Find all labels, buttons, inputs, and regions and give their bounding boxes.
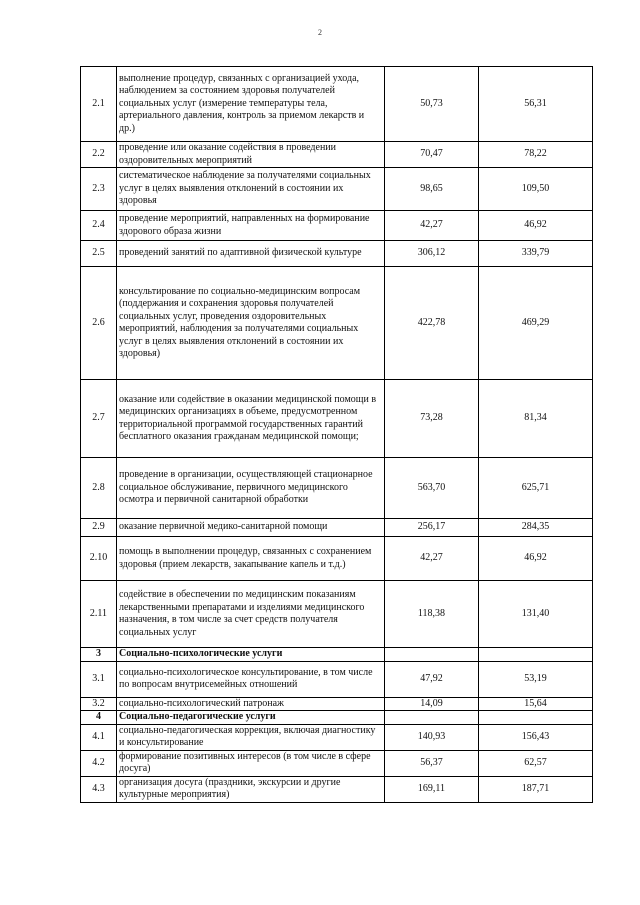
tariff-value-1 bbox=[385, 711, 479, 725]
row-number: 2.1 bbox=[81, 67, 117, 142]
row-number: 2.11 bbox=[81, 581, 117, 648]
tariff-value-2: 15,64 bbox=[479, 697, 593, 711]
service-description: помощь в выполнении процедур, связанных с сохранением здоровья (прием лекарств, закапывание капель и т.д.) bbox=[117, 537, 385, 581]
tariff-value-1: 47,92 bbox=[385, 661, 479, 697]
table-row bbox=[81, 267, 593, 380]
table-row bbox=[81, 380, 593, 458]
tariff-value-1: 140,93 bbox=[385, 724, 479, 750]
tariff-value-1: 56,37 bbox=[385, 750, 479, 776]
tariff-value-1: 98,65 bbox=[385, 168, 479, 211]
service-description: систематическое наблюдение за получателями социальных услуг в целях выявления отклонений в состоянии их здоровья bbox=[117, 168, 385, 211]
table-row bbox=[81, 776, 593, 802]
table-row bbox=[81, 519, 593, 537]
section-row bbox=[81, 711, 593, 725]
row-number: 2.4 bbox=[81, 211, 117, 241]
table-row bbox=[81, 142, 593, 168]
tariff-value-1 bbox=[385, 648, 479, 662]
service-description: социально-педагогическая коррекция, включая диагностику и консультирование bbox=[117, 724, 385, 750]
tariff-value-2: 81,34 bbox=[479, 380, 593, 458]
tariff-value-2: 109,50 bbox=[479, 168, 593, 211]
tariff-value-1: 42,27 bbox=[385, 211, 479, 241]
service-description: проведение или оказание содействия в проведении оздоровительных мероприятий bbox=[117, 142, 385, 168]
row-number: 3.2 bbox=[81, 697, 117, 711]
tariff-value-2: 339,79 bbox=[479, 241, 593, 267]
row-number: 2.6 bbox=[81, 267, 117, 380]
tariff-value-2 bbox=[479, 648, 593, 662]
section-row bbox=[81, 648, 593, 662]
table-row bbox=[81, 661, 593, 697]
tariff-value-2: 46,92 bbox=[479, 211, 593, 241]
tariff-value-1: 422,78 bbox=[385, 267, 479, 380]
row-number: 2.8 bbox=[81, 458, 117, 519]
service-description: консультирование по социально-медицинским вопросам (поддержания и сохранения здоровья получателей социальных услуг, проведения оздоровительных мероприятий, наблюдения за получателями социальных услуг в целях выявления отклонений в состоянии их здоровья) bbox=[117, 267, 385, 380]
tariff-value-1: 73,28 bbox=[385, 380, 479, 458]
row-number: 4 bbox=[81, 711, 117, 725]
section-title: Социально-педагогические услуги bbox=[117, 711, 385, 725]
tariff-value-2: 78,22 bbox=[479, 142, 593, 168]
tariff-value-2 bbox=[479, 711, 593, 725]
row-number: 2.5 bbox=[81, 241, 117, 267]
tariff-value-2: 56,31 bbox=[479, 67, 593, 142]
table-row bbox=[81, 241, 593, 267]
tariff-value-1: 50,73 bbox=[385, 67, 479, 142]
row-number: 2.9 bbox=[81, 519, 117, 537]
service-description: социально-психологическое консультирование, в том числе по вопросам внутрисемейных отношений bbox=[117, 661, 385, 697]
row-number: 2.10 bbox=[81, 537, 117, 581]
table-row bbox=[81, 458, 593, 519]
tariff-value-2: 156,43 bbox=[479, 724, 593, 750]
service-description: социально-психологический патронаж bbox=[117, 697, 385, 711]
tariff-value-1: 14,09 bbox=[385, 697, 479, 711]
service-description: формирование позитивных интересов (в том числе в сфере досуга) bbox=[117, 750, 385, 776]
service-description: проведение в организации, осуществляющей стационарное социальное обслуживание, первичного медицинского осмотра и первичной санитарной обработки bbox=[117, 458, 385, 519]
tariff-value-1: 70,47 bbox=[385, 142, 479, 168]
row-number: 4.3 bbox=[81, 776, 117, 802]
tariff-value-1: 563,70 bbox=[385, 458, 479, 519]
tariff-value-2: 469,29 bbox=[479, 267, 593, 380]
table-row bbox=[81, 168, 593, 211]
tariff-value-2: 625,71 bbox=[479, 458, 593, 519]
table-row bbox=[81, 581, 593, 648]
service-description: организация досуга (праздники, экскурсии и другие культурные мероприятия) bbox=[117, 776, 385, 802]
tariff-value-1: 256,17 bbox=[385, 519, 479, 537]
row-number: 2.2 bbox=[81, 142, 117, 168]
tariff-value-2: 53,19 bbox=[479, 661, 593, 697]
page-number: 2 bbox=[318, 28, 322, 37]
row-number: 2.3 bbox=[81, 168, 117, 211]
tariff-value-2: 284,35 bbox=[479, 519, 593, 537]
tariff-value-2: 62,57 bbox=[479, 750, 593, 776]
service-description: проведений занятий по адаптивной физической культуре bbox=[117, 241, 385, 267]
tariff-value-1: 169,11 bbox=[385, 776, 479, 802]
tariff-value-1: 118,38 bbox=[385, 581, 479, 648]
table-row bbox=[81, 67, 593, 142]
row-number: 3 bbox=[81, 648, 117, 662]
table-row bbox=[81, 537, 593, 581]
service-description: оказание первичной медико-санитарной помощи bbox=[117, 519, 385, 537]
section-title: Социально-психологические услуги bbox=[117, 648, 385, 662]
tariff-value-1: 306,12 bbox=[385, 241, 479, 267]
row-number: 3.1 bbox=[81, 661, 117, 697]
tariff-value-2: 131,40 bbox=[479, 581, 593, 648]
service-description: содействие в обеспечении по медицинским показаниям лекарственными препаратами и изделиями медицинского назначения, в том числе за счет средств получателя социальных услуг bbox=[117, 581, 385, 648]
row-number: 4.2 bbox=[81, 750, 117, 776]
tariff-value-2: 46,92 bbox=[479, 537, 593, 581]
table-row bbox=[81, 697, 593, 711]
tariff-value-2: 187,71 bbox=[479, 776, 593, 802]
row-number: 4.1 bbox=[81, 724, 117, 750]
service-description: проведение мероприятий, направленных на формирование здорового образа жизни bbox=[117, 211, 385, 241]
service-description: выполнение процедур, связанных с организацией ухода, наблюдением за состоянием здоровья получателей социальных услуг (измерение температуры тела, артериального давления, контроль за приемом лекарств и др.) bbox=[117, 67, 385, 142]
table-row bbox=[81, 211, 593, 241]
table-row bbox=[81, 724, 593, 750]
table-row bbox=[81, 750, 593, 776]
services-table bbox=[80, 66, 593, 803]
row-number: 2.7 bbox=[81, 380, 117, 458]
service-description: оказание или содействие в оказании медицинской помощи в медицинских организациях в объеме, предусмотренном территориальной программой государственных гарантий бесплатного оказания гражданам медицинской помощи; bbox=[117, 380, 385, 458]
tariff-value-1: 42,27 bbox=[385, 537, 479, 581]
